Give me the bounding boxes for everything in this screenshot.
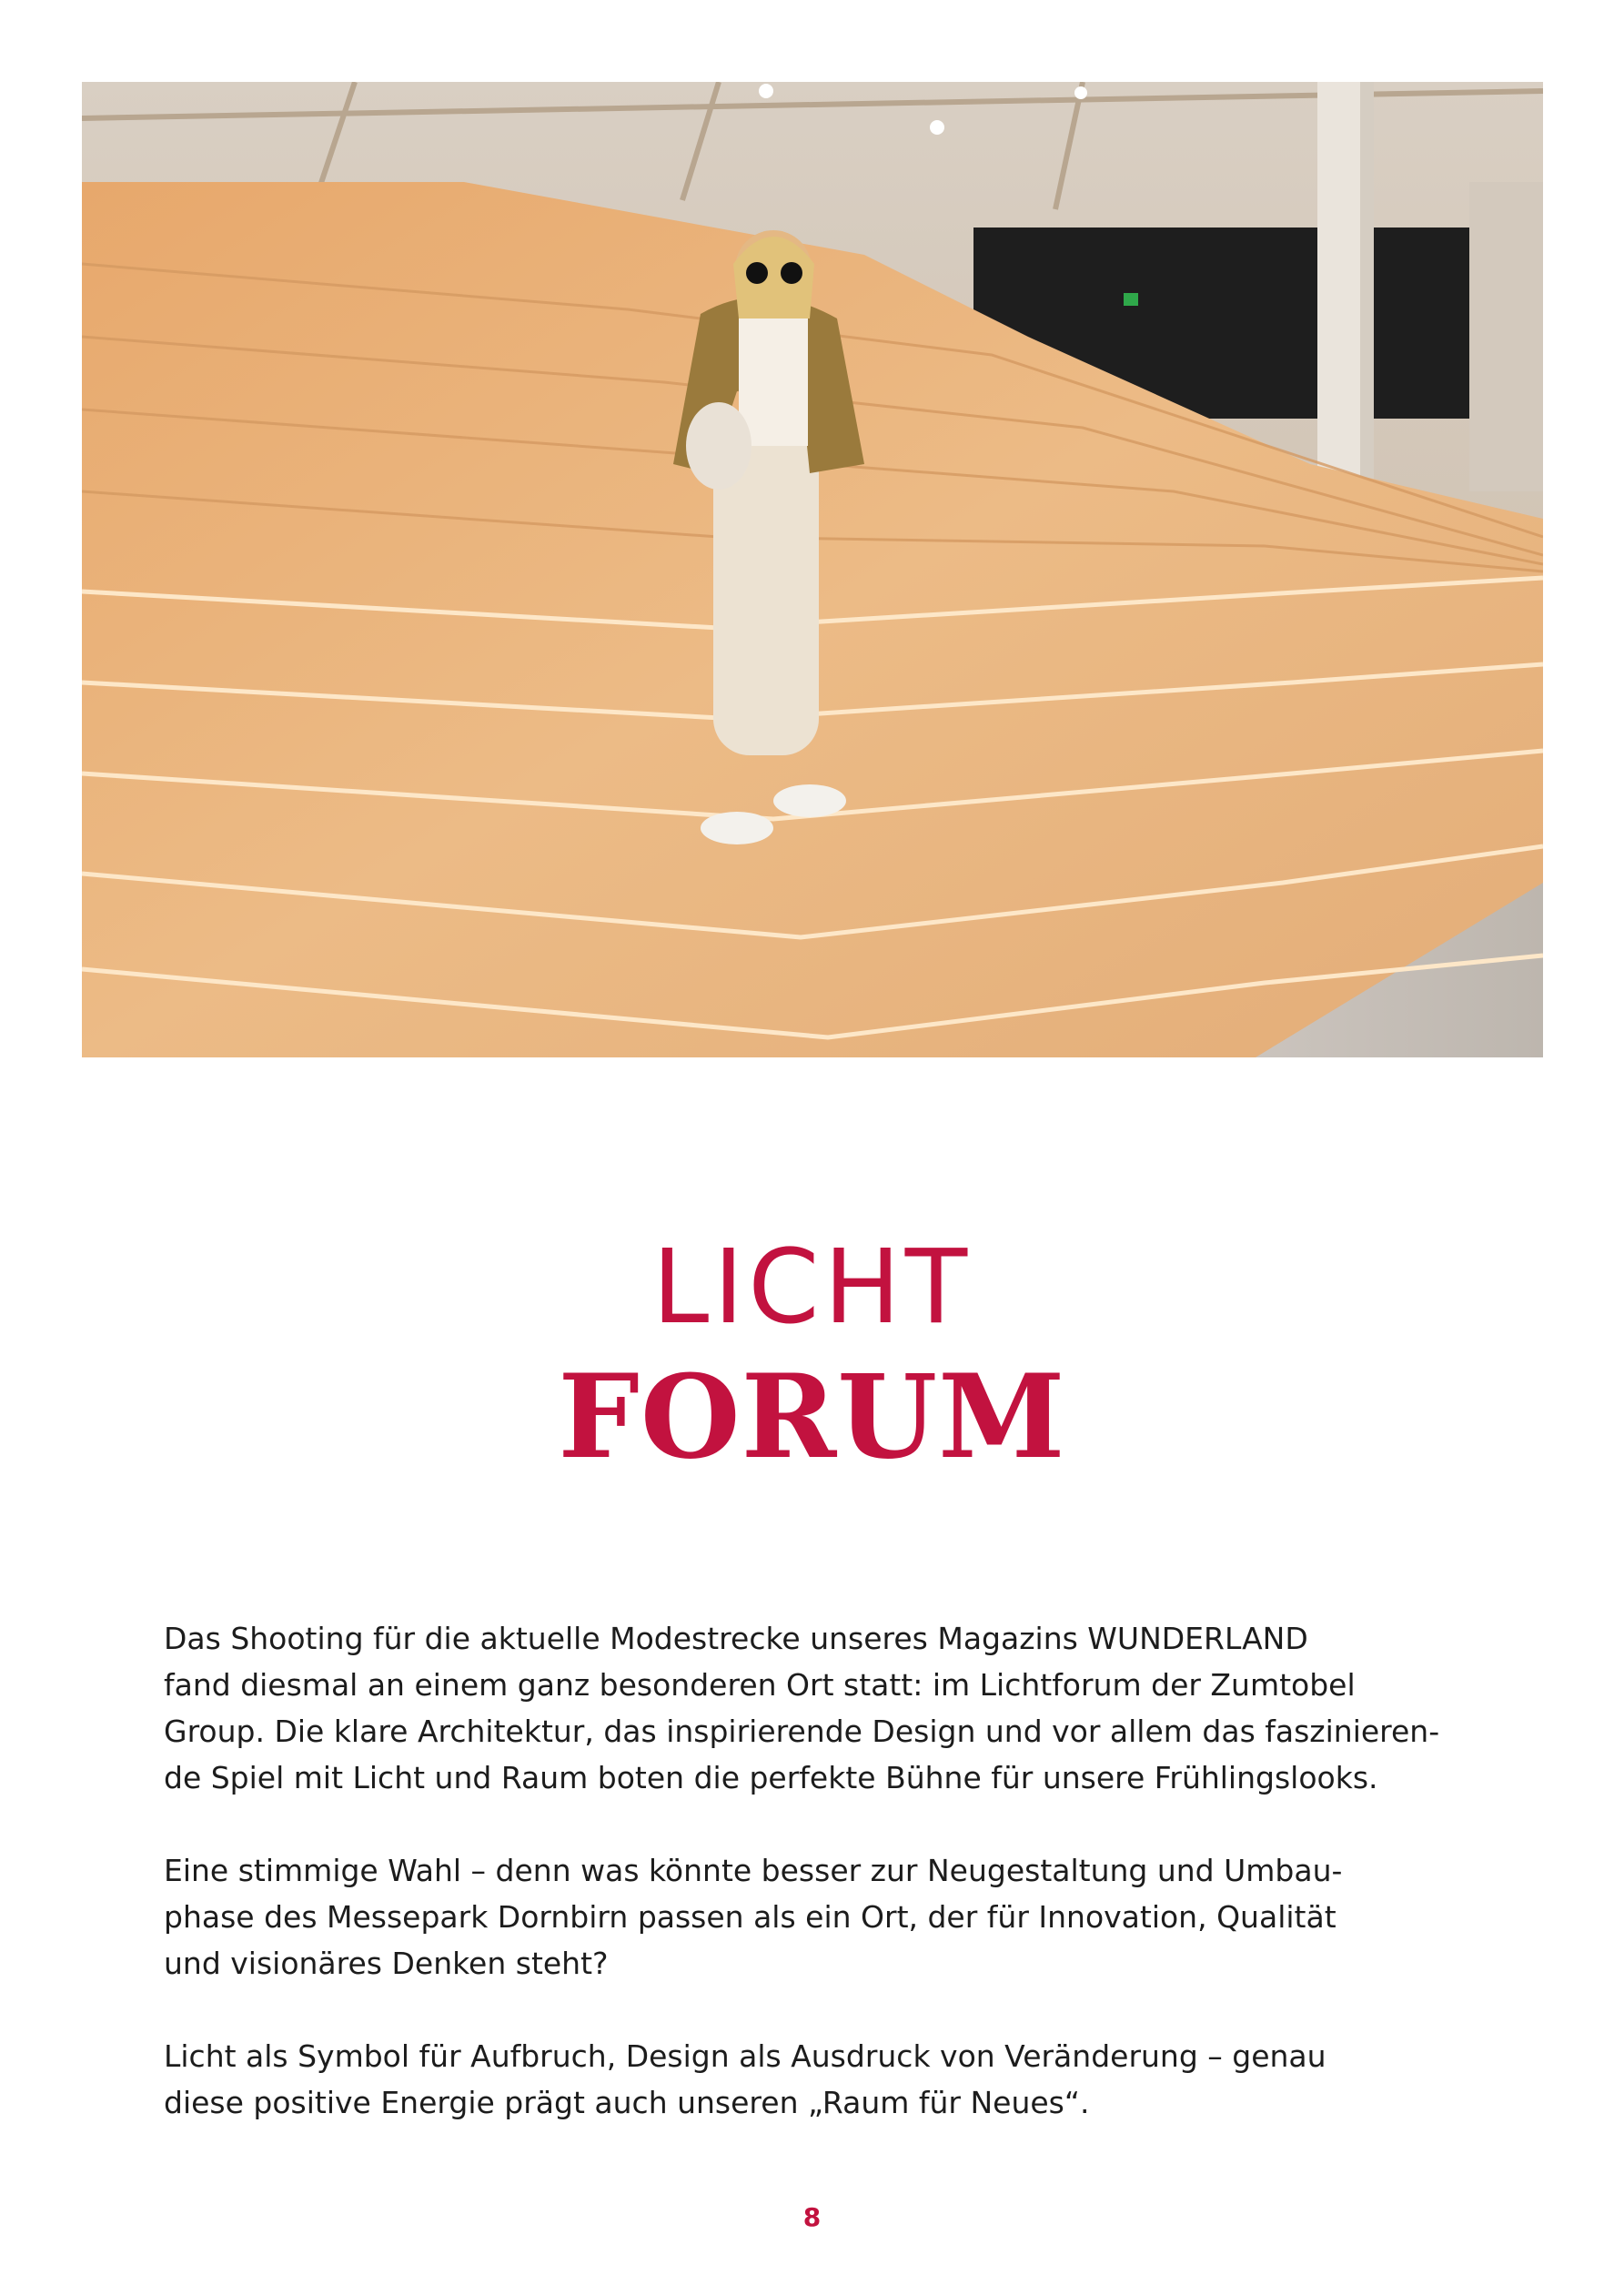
paragraph-1: Das Shooting für die aktuelle Modestrecke unseres Magazins WUNDERLAND fand diesmal an einem ganz besonderen Ort statt: im Lichtforum der Zumtobel Group. Die klare Architektur, das inspirierende Design und vor allem das faszinieren- de Spiel mit Licht und Raum boten die perfekte Bühne für unsere Frühlingslooks.	[164, 1621, 1440, 1795]
paragraph-3: Licht als Symbol für Aufbruch, Design als Ausdruck von Veränderung – genau diese positive Energie prägt auch unseren „Raum für Neues“.	[164, 2038, 1326, 2120]
paragraph-2: Eine stimmige Wahl – denn was könnte besser zur Neugestaltung und Umbau- phase des Messepark Dornbirn passen als ein Ort, der für Innovation, Qualität und visionäres Denken steht?	[164, 1853, 1343, 1981]
article-body	[164, 1615, 1501, 2172]
hero-photo-lichtforum-stairs	[82, 82, 1543, 1057]
heading-line-forum: FORUM	[558, 1350, 1066, 1484]
page-number: 8	[802, 2202, 822, 2232]
heading-line-licht: LICHT	[651, 1228, 973, 1347]
